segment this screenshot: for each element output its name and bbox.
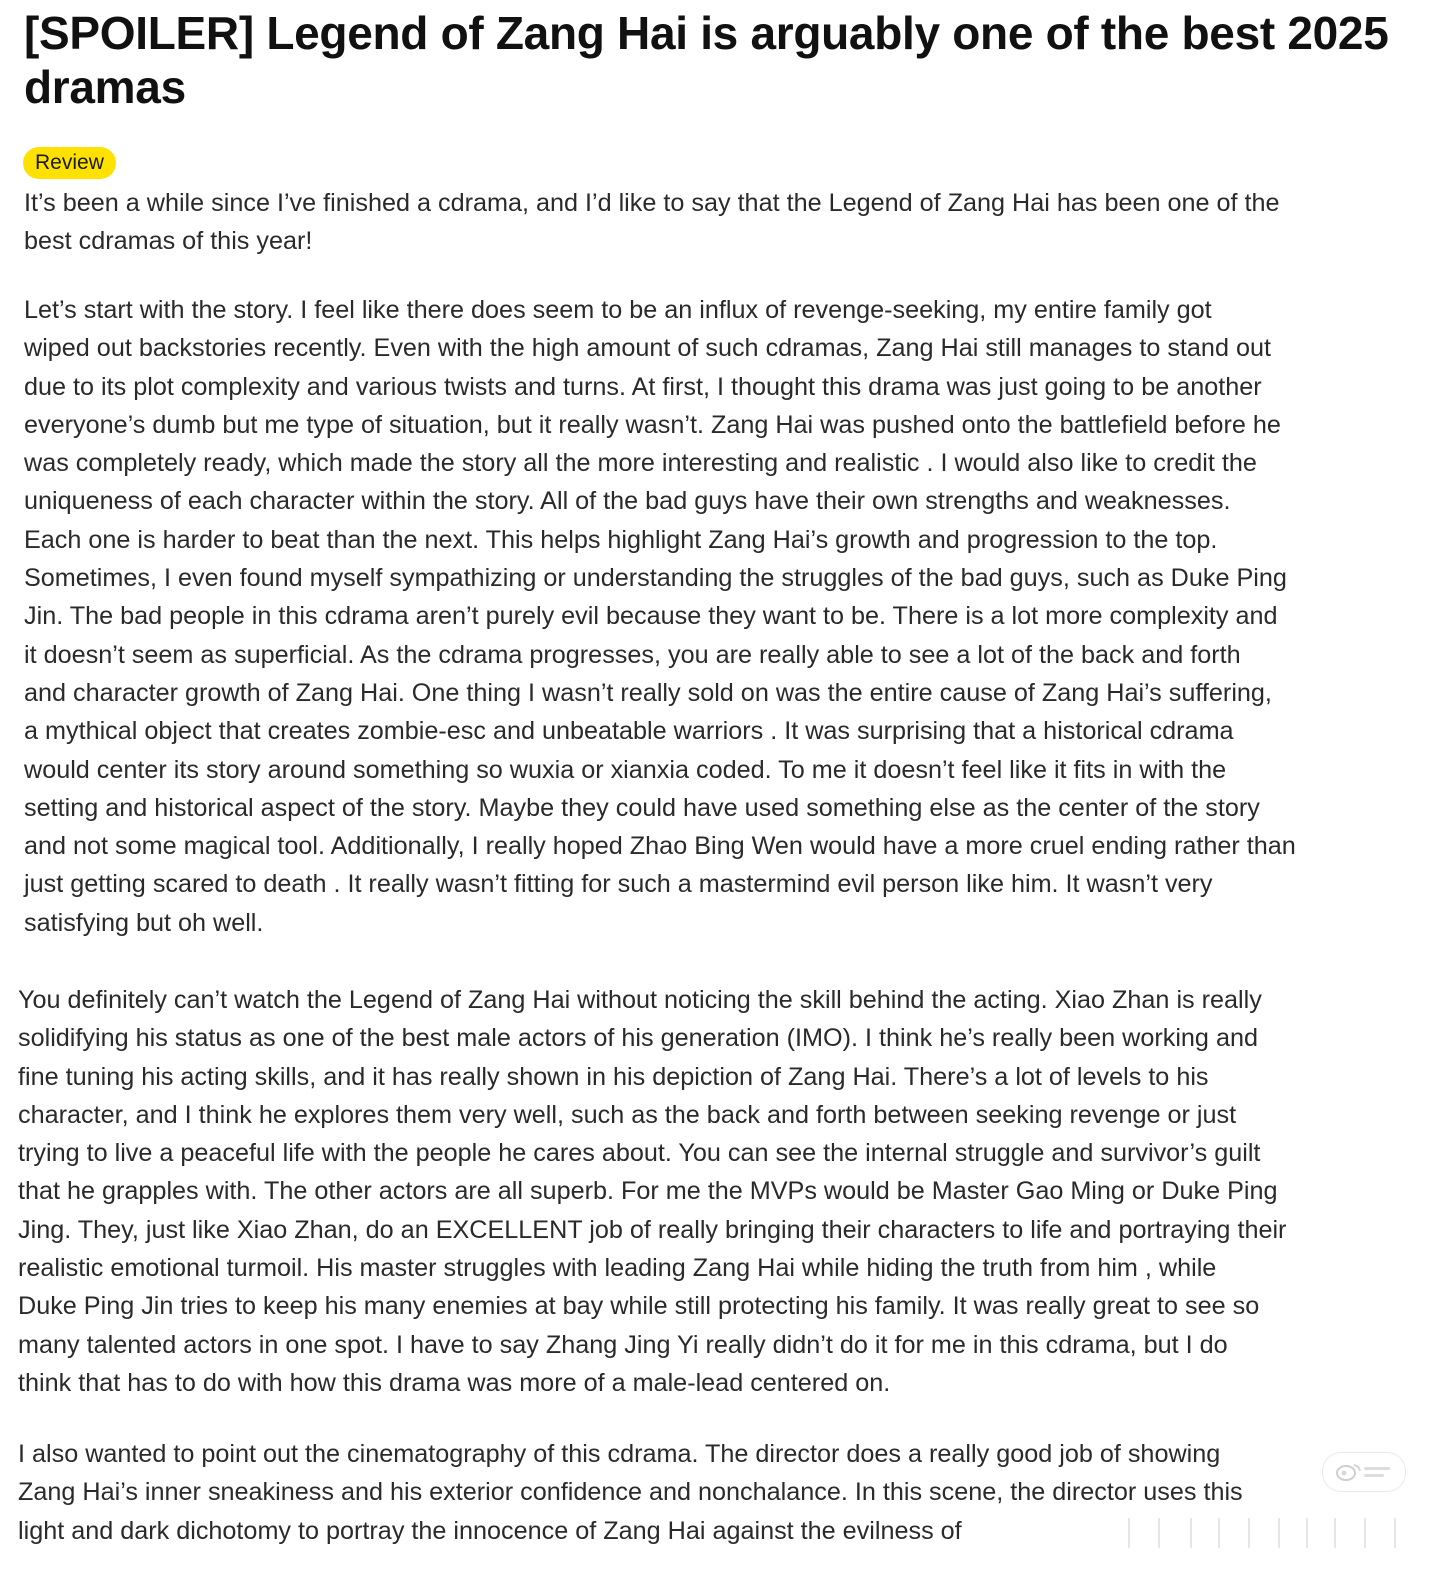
post-paragraph-4: I also wanted to point out the cinematography of this cdrama. The director does a really good job of showing Zang Hai’s inner sneakiness and his exterior confidence and nonchalance. In this scene, the director uses this light and dark dichotomy to portray the innocence of Zang Hai against the evilness of (18, 1440, 1243, 1545)
post-paragraph-2: Let’s start with the story. I feel like there does seem to be an influx of revenge-seeking, my entire family got wiped out backstories recently. Even with the high amount of such cdramas, Zang Hai still manages to stand out due to its plot complexity and various twists and turns. At first, I thought this drama was just going to be another everyone’s dumb but me type of situation, but it really wasn’t. Zang Hai was pushed onto the battlefield before he was completely ready, which made the story all the more interesting and realistic . I would also like to credit the uniqueness of each character within the story. All of the bad guys have their own strengths and weaknesses. Each one is harder to beat than the next. This helps highlight Zang Hai’s growth and progression to the top. Sometimes, I even found myself sympathizing or understanding the struggles of the bad guys, such as Duke Ping Jin. The bad people in this cdrama aren’t purely evil because they want to be. There is a lot more complexity and it doesn’t seem as superficial. As the cdrama progresses, you are really able to see a lot of the back and forth and character growth of Zang Hai. One thing I wasn’t really sold on was the entire cause of Zang Hai’s suffering, a mythical object that creates zombie-esc and unbeatable warriors . It was surprising that a historical cdrama would center its story around something so wuxia or xianxia coded. To me it doesn’t feel like it fits in with the setting and historical aspect of the story. Maybe they could have used something else as the center of the story and not some magical tool. Additionally, I really hoped Zhao Bing Wen would have a more cruel ending rather than just getting scared to death . It really wasn’t fitting for such a mastermind evil person like him. It wasn’t very satisfying but oh well. (24, 296, 1296, 937)
flair-badge[interactable]: Review (23, 147, 116, 179)
post-paragraph-1: It’s been a while since I’ve finished a cdrama, and I’d like to say that the Legend of Zang Hai has been one of the best cdramas of this year! (24, 189, 1280, 256)
post-title: [SPOILER] Legend of Zang Hai is arguably one of the best 2025 dramas (24, 7, 1389, 113)
blur-overlay (1068, 1512, 1420, 1554)
post-paragraph-3: You definitely can’t watch the Legend of Zang Hai without noticing the skill behind the acting. Xiao Zhan is really solidifying his status as one of the best male actors of his generation (IMO). I think he’s really been working and fine tuning his acting skills, and it has really shown in his depiction of Zang Hai. There’s a lot of levels to his character, and I think he explores them very well, such as the back and forth between seeking revenge or just trying to live a peaceful life with the people he cares about. You can see the internal struggle and survivor’s guilt that he grapples with. The other actors are all superb. For me the MVPs would be Master Gao Ming or Duke Ping Jing. They, just like Xiao Zhan, do an EXCELLENT job of really bringing their characters to life and portraying their realistic emotional turmoil. His master struggles with leading Zang Hai while hiding the truth from him , while Duke Ping Jin tries to keep his many enemies at bay while still protecting his family. It was really great to see so many talented actors in one spot. I have to say Zhang Jing Yi really didn’t do it for me in this cdrama, but I do think that has to do with how this drama was more of a male-lead centered on. (18, 986, 1287, 1397)
watermark-logo (1322, 1452, 1406, 1492)
